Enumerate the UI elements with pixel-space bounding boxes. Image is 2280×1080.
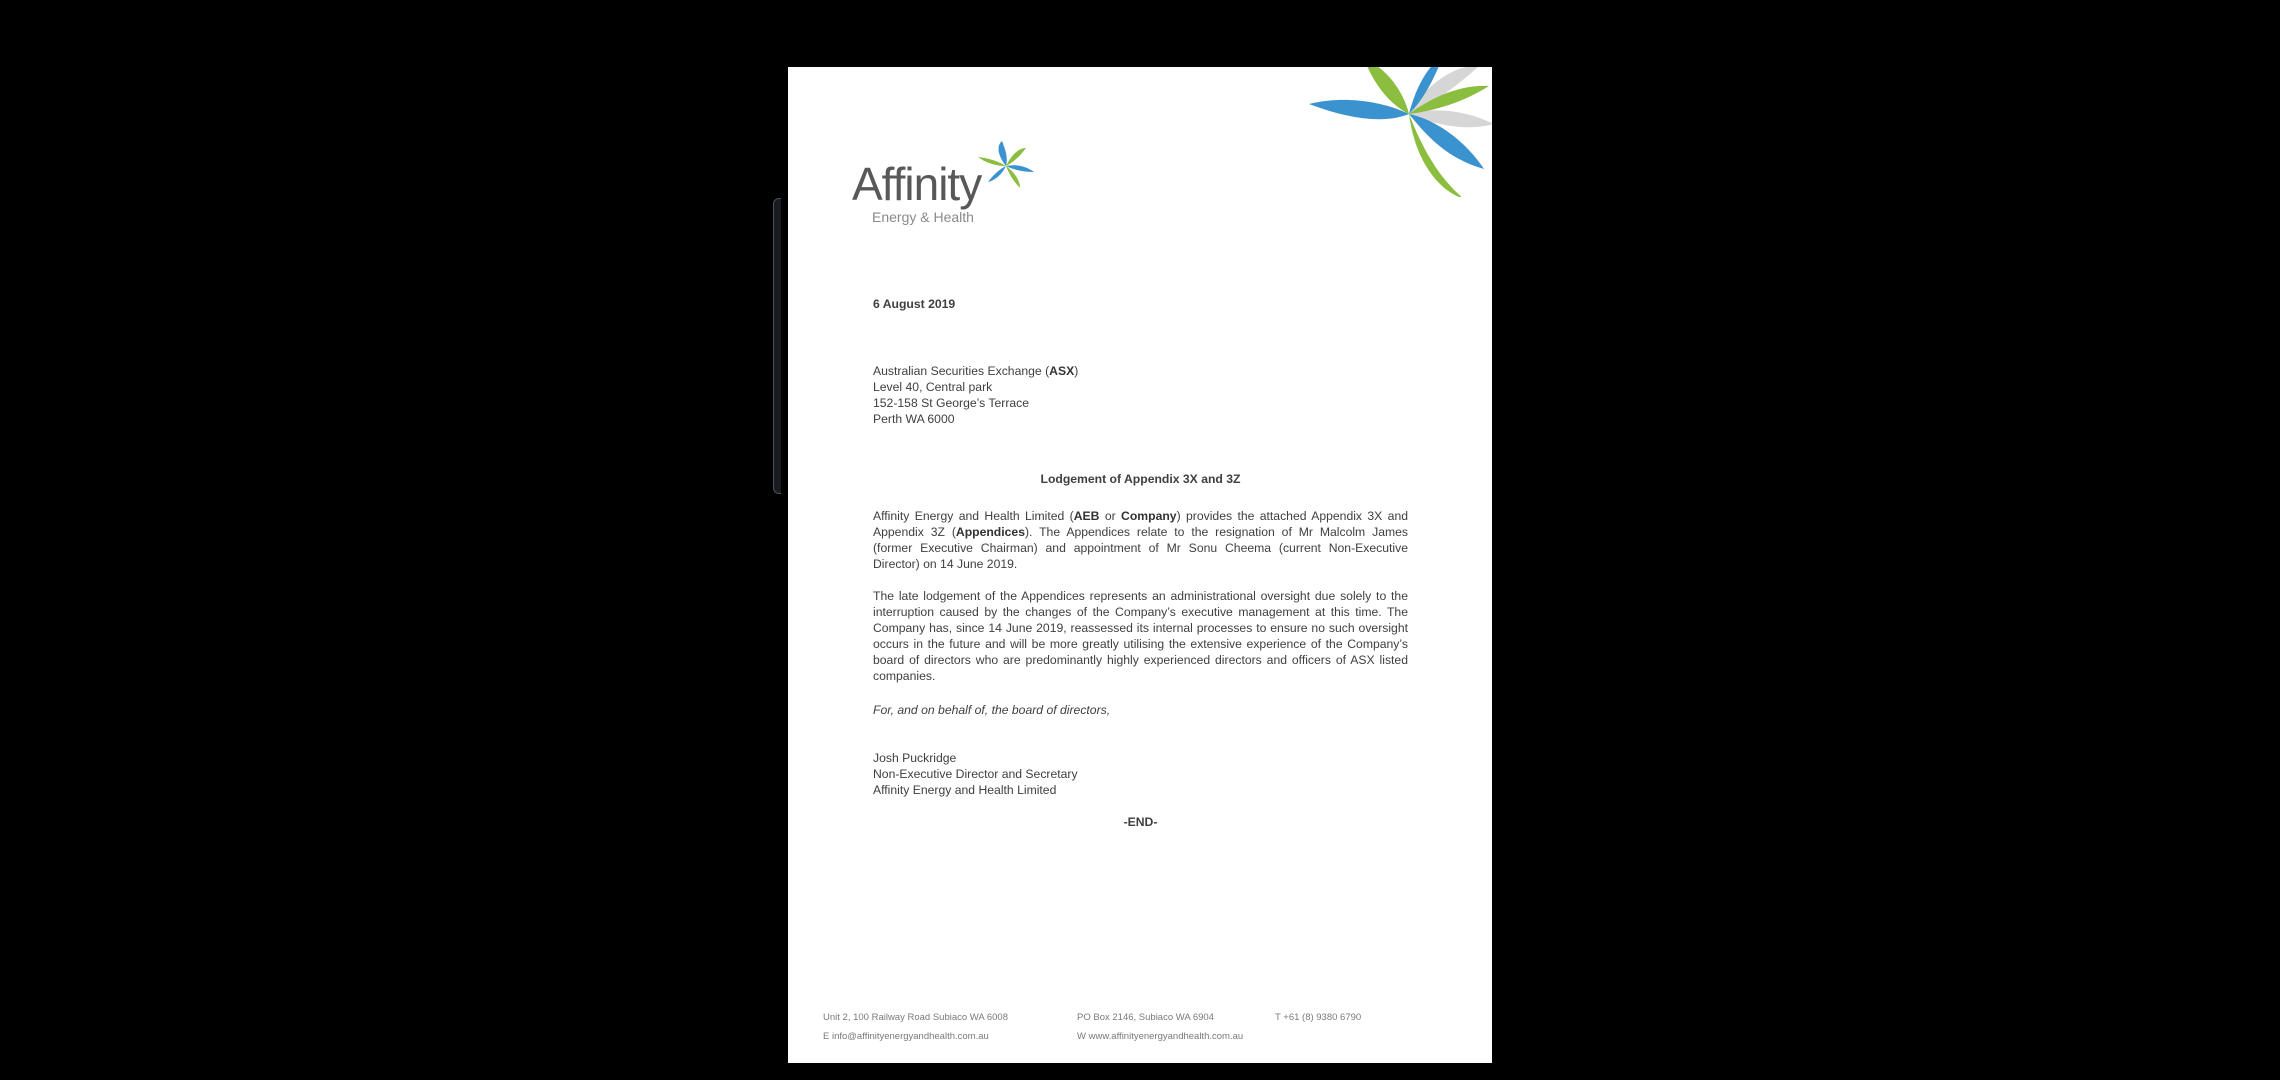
recipient-line: Level 40, Central park [873, 380, 993, 394]
recipient-line: Perth WA 6000 [873, 412, 955, 426]
recipient-line: 152-158 St George’s Terrace [873, 396, 1030, 410]
paragraph-2: The late lodgement of the Appendices represents an administrational oversight due solely to the interruption caused by the changes of the Company’s executive management at this time. The Company has, since 14 June 2019, reassessed its internal processes to ensure no such oversight occurs in the future and will be more greatly utilising the extensive experience of the Company’s board of directors who are predominantly highly experienced directors and officers of ASX listed companies. [873, 589, 1408, 683]
footer-address: Unit 2, 100 Railway Road Subiaco WA 6008 [823, 1012, 1009, 1023]
signatory-title: Non-Executive Director and Secretary [873, 767, 1078, 781]
logo-flower-icon [966, 141, 1046, 191]
paragraph-1: Affinity Energy and Health Limited (AEB or Company) provides the attached Appendix 3X and Appendix 3Z (Appendices). The Appendices relate to the resignation of Mr Malcolm James (former Executive Chairman) and appointment of Mr Sonu Cheema (current Non-Executive Director) on 14 June 2019. [873, 509, 1409, 571]
footer-phone: T +61 (8) 9380 6790 [1275, 1012, 1362, 1023]
decorative-flower-icon [1302, 67, 1492, 197]
document-page [788, 67, 1492, 1063]
signature-block [873, 750, 1408, 798]
signatory-name: Josh Puckridge [873, 751, 957, 765]
recipient-line: Australian Securities Exchange (ASX) [873, 364, 1079, 378]
end-marker: -END- [1123, 815, 1158, 829]
scroll-handle[interactable] [773, 198, 781, 494]
company-logo [852, 141, 1052, 231]
letter-heading: Lodgement of Appendix 3X and 3Z [1040, 472, 1241, 486]
footer-email: E info@affinityenergyandhealth.com.au [823, 1031, 989, 1042]
logo-subtitle: Energy & Health [872, 209, 974, 225]
signatory-company: Affinity Energy and Health Limited [873, 783, 1057, 797]
letter-date: 6 August 2019 [873, 297, 956, 311]
behalf-line: For, and on behalf of, the board of directors, [873, 703, 1111, 717]
logo-wordmark: Affinity [852, 158, 982, 210]
recipient-address [873, 363, 1408, 427]
footer-po-box: PO Box 2146, Subiaco WA 6904 [1077, 1012, 1214, 1023]
footer-website: W www.affinityenergyandhealth.com.au [1077, 1031, 1244, 1042]
